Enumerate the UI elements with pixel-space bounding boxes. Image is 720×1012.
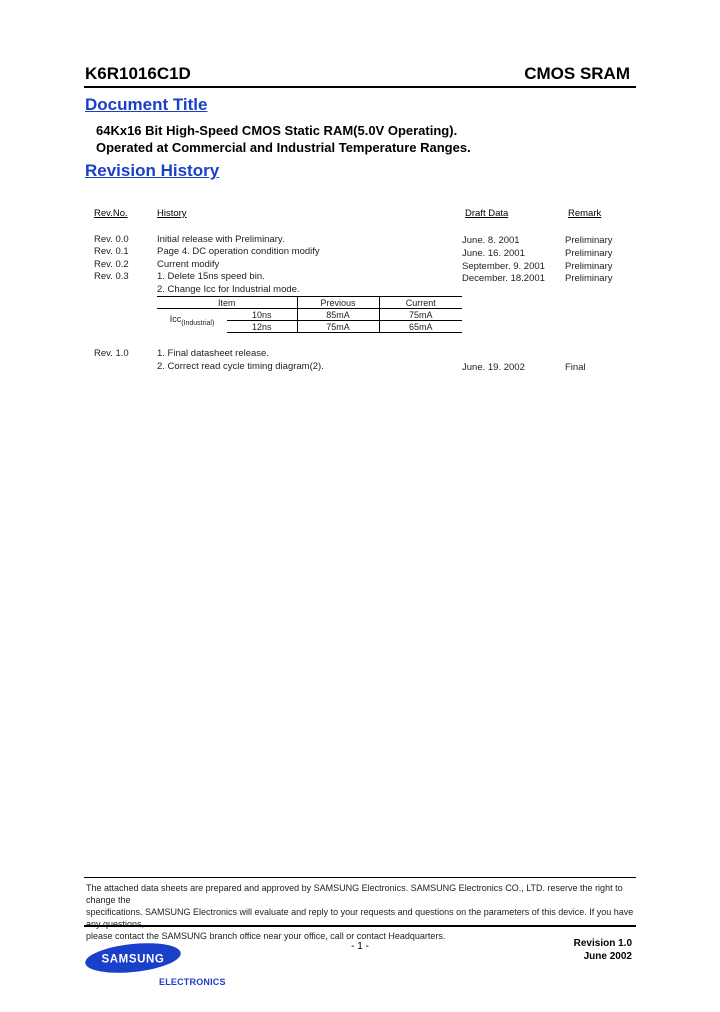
revision-number: Rev. 0.1 (94, 246, 129, 257)
revision-number: Rev. 0.3 (94, 271, 129, 282)
column-header-remark: Remark (568, 208, 602, 219)
document-description-line-2: Operated at Commercial and Industrial Temperature Ranges. (96, 140, 471, 155)
column-header-rev-no: Rev.No. (94, 208, 128, 219)
revision-number: Rev. 1.0 (94, 348, 129, 359)
revision-date: December. 18.2001 (462, 273, 545, 284)
icc-label-main: Icc (169, 314, 182, 325)
revision-history-text: Page 4. DC operation condition modify (157, 246, 320, 257)
icc-header-previous: Previous (297, 297, 379, 309)
revision-remark: Preliminary (565, 273, 613, 284)
revision-history-text-2: 2. Change Icc for Industrial mode. (157, 284, 300, 295)
revision-remark: Preliminary (565, 235, 613, 246)
product-category: CMOS SRAM (524, 64, 630, 83)
icc-header-current: Current (379, 297, 462, 309)
icc-header-item: Item (157, 297, 297, 309)
revision-remark: Preliminary (565, 261, 613, 272)
icc-change-table (157, 296, 462, 333)
footer-date: June 2002 (583, 951, 632, 962)
revision-history-text: Current modify (157, 259, 220, 270)
revision-history-text: 1. Delete 15ns speed bin. (157, 271, 265, 282)
revision-remark: Preliminary (565, 248, 613, 259)
revision-history-text: Initial release with Preliminary. (157, 234, 285, 245)
revision-date: June. 16. 2001 (462, 248, 525, 259)
column-header-draft-data: Draft Data (465, 208, 509, 219)
revision-history-heading: Revision History (85, 161, 220, 180)
revision-date: June. 8. 2001 (462, 235, 520, 246)
samsung-logo-text: SAMSUNG (101, 953, 165, 966)
icc-item: 10ns (227, 309, 297, 321)
footer-disclaimer (86, 882, 638, 942)
header-divider (84, 86, 636, 88)
document-description-line-1: 64Kx16 Bit High-Speed CMOS Static RAM(5.0V Operating). (96, 123, 458, 138)
revision-date: September. 9. 2001 (462, 261, 545, 272)
document-title-heading: Document Title (85, 95, 208, 114)
disclaimer-line-3: please contact the SAMSUNG branch office near your office, call or contact Headquarters. (86, 931, 446, 941)
samsung-logo (84, 943, 182, 973)
footer-revision: Revision 1.0 (573, 938, 632, 949)
electronics-wordmark: ELECTRONICS (159, 977, 226, 987)
icc-item: 12ns (227, 321, 297, 333)
icc-previous: 85mA (297, 309, 379, 321)
icc-row-label (157, 309, 227, 333)
revision-history-text-2: 2. Correct read cycle timing diagram(2). (157, 361, 324, 372)
revision-date: June. 19. 2002 (462, 362, 525, 373)
icc-current: 75mA (379, 309, 462, 321)
revision-number: Rev. 0.0 (94, 234, 129, 245)
icc-previous: 75mA (297, 321, 379, 333)
page-number: - 1 - (351, 941, 369, 952)
revision-number: Rev. 0.2 (94, 259, 129, 270)
footer-divider-bottom (84, 925, 636, 927)
disclaimer-line-1: The attached data sheets are prepared and approved by SAMSUNG Electronics. SAMSUNG Electronics CO., LTD. reserve the right to change the (86, 883, 623, 905)
icc-current: 65mA (379, 321, 462, 333)
disclaimer-line-2: specifications. SAMSUNG Electronics will evaluate and reply to your requests and questions on the parameters of this device. If you have any questions, (86, 907, 634, 929)
part-number: K6R1016C1D (85, 64, 191, 83)
icc-label-sub: (Industrial) (181, 320, 215, 328)
icc-table-header-row (157, 297, 462, 309)
footer-divider-top (84, 877, 636, 878)
column-header-history: History (157, 208, 187, 219)
icc-table-row (157, 309, 462, 321)
revision-remark: Final (565, 362, 586, 373)
revision-history-text: 1. Final datasheet release. (157, 348, 269, 359)
